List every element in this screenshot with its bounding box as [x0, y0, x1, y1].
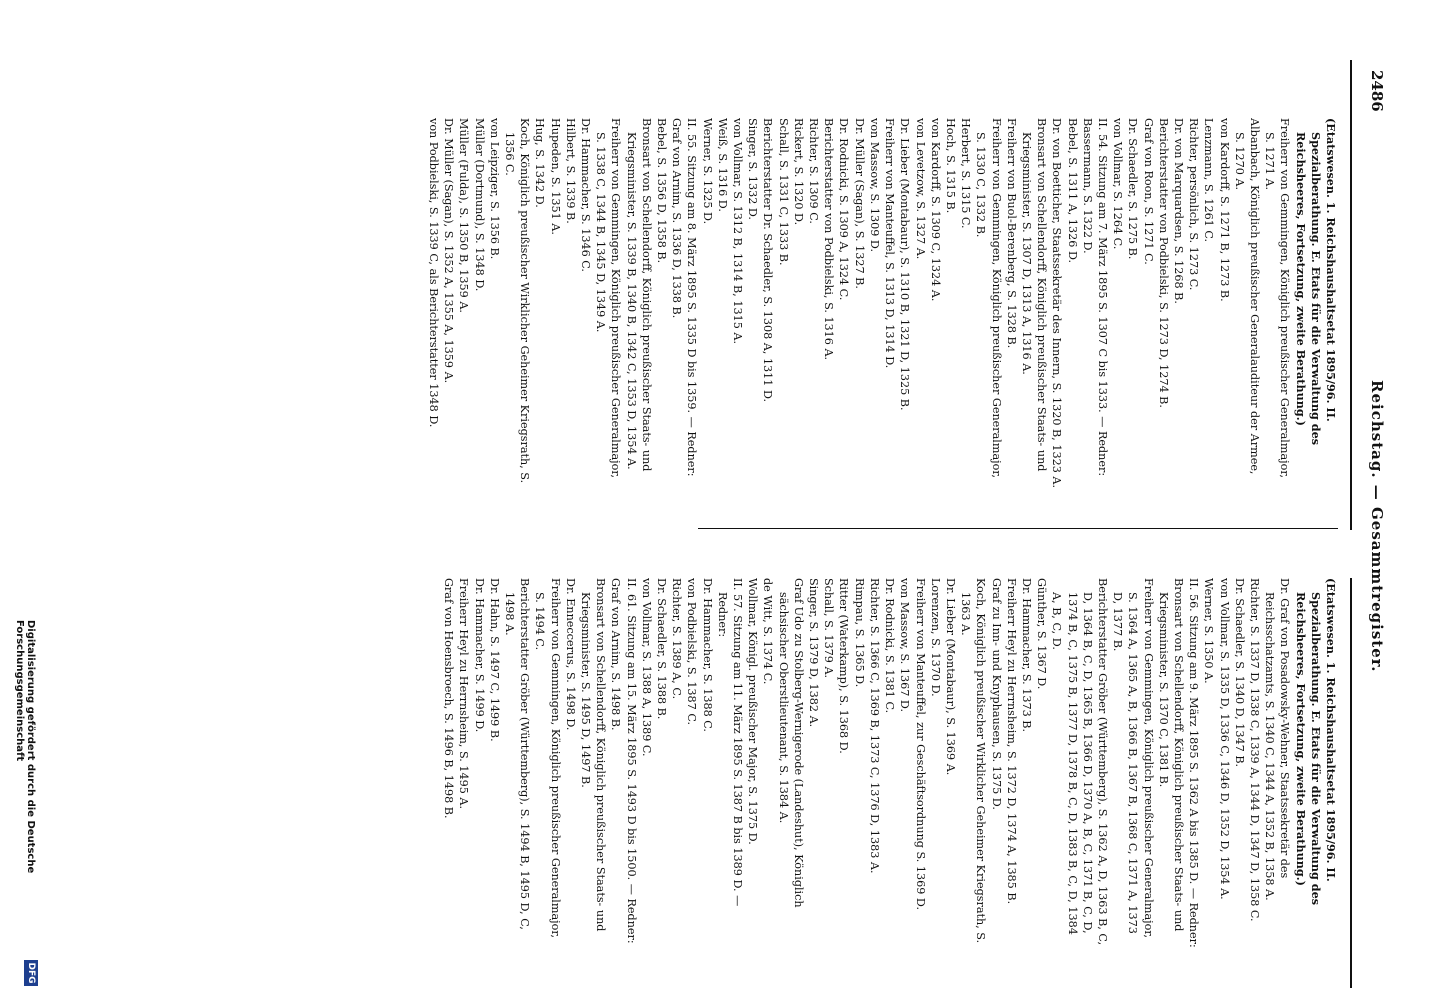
- index-entry: Lenzmann, S. 1261 C.: [1202, 118, 1216, 243]
- digitization-credit: [14, 0, 44, 1000]
- index-entry: Graf von Arnim, S. 1498 B.: [609, 578, 623, 731]
- index-entry: Freiherr von Manteuffel, zur Geschäftsordnung S. 1369 D.: [913, 578, 927, 911]
- index-entry: Richter, S. 1389 A, C.: [670, 578, 684, 700]
- page-number: 2486: [1368, 70, 1386, 112]
- index-entry: Dr. Graf von Posadowsky-Wehner, Staatssekretär des Reichsschatzamts, S. 1340 C, 1344 A, 1352 B, 1358 A.: [1263, 578, 1292, 901]
- index-entry: Hupeden, S. 1351 A.: [548, 118, 562, 235]
- index-entry: von Vollmar, S. 1388 A, 1389 C.: [639, 578, 653, 757]
- index-entry: Dr. Hammacher, S. 1499 D.: [472, 578, 486, 733]
- index-entry: Graf Udo zu Stolberg-Wernigerode (Landeshut), Königlich sächsischer Oberstlieutenant, S. 1384 A.: [776, 578, 805, 908]
- index-entry: Dr. Müller (Sagan), S. 1352 A, 1355 A, 1359 A.: [442, 118, 456, 384]
- index-entry: Richter, persönlich, S. 1273 C.: [1187, 118, 1201, 291]
- index-entry: Rickert, S. 1320 D.: [791, 118, 805, 226]
- index-entry: Dr. Schaedler, S. 1340 D, 1347 B.: [1232, 578, 1246, 768]
- index-entry: Dr. Hahn, S. 1497 C, 1499 B.: [487, 578, 501, 742]
- index-entry: Werner, S. 1350 A.: [1202, 578, 1216, 684]
- index-entry: Freiherr von Manteuffel, S. 1313 D, 1314 D.: [883, 118, 897, 369]
- index-entry: Graf von Roon, S. 1271 C.: [1141, 118, 1155, 265]
- index-entry: II. 54. Sitzung am 7. März 1895 S. 1307 C bis 1333. — Redner:: [1095, 118, 1109, 477]
- index-entry: Richter, S. 1366 C, 1369 B, 1373 C, 1376 D, 1383 A.: [867, 578, 881, 874]
- index-entry: Weiß, S. 1316 D.: [715, 118, 729, 212]
- index-entry: Freiherr von Gemmingen, Königlich preußischer Generalmajor, S. 1364 A, 1365 A, B, 1366 B, 1367 B, 1368 C, 1371 A, 1373 D, 1377 B.: [1111, 578, 1155, 939]
- index-entry: Hug, S. 1342 D.: [533, 118, 547, 208]
- index-entry: Schall, S. 1331 C, 1333 B.: [776, 118, 790, 266]
- index-entry: Dr. Hammacher, S. 1388 C.: [700, 578, 714, 732]
- section-heading: (Etatswesen. 1. Reichshaushaltsetat 1895/96. II. Spezialberathung. E. Etats für die Verwaltung des Reichsheeres, Fortsetzung, zweite Berathung.): [1293, 578, 1338, 906]
- index-entry: Freiherr von Gemmingen, Königlich preußischer Generalmajor, S. 1338 C, 1344 B, 1345 D, 1349 A.: [594, 118, 623, 479]
- index-entry: Lorenzen, S. 1370 D.: [928, 578, 942, 697]
- running-title: Reichstag. — Gesammtregister.: [1368, 380, 1386, 673]
- header-rule-left: [1350, 60, 1352, 530]
- index-entry: Berichterstatter von Podbielski, S. 1273 D, 1274 B.: [1156, 118, 1170, 408]
- index-entry: Bebel, S. 1356 D, 1358 B.: [655, 118, 669, 264]
- index-entry: Herbert, S. 1315 C.: [959, 118, 973, 229]
- column-divider: [698, 528, 1338, 529]
- left-column: [427, 118, 1338, 488]
- index-entry: von Kardorff, S. 1271 B, 1273 B.: [1217, 118, 1231, 302]
- index-entry: Hoch, S. 1315 B.: [943, 118, 957, 214]
- index-entry: Freiherr Heyl zu Herrnsheim, S. 1372 D, 1374 A, 1385 B.: [1004, 578, 1018, 905]
- index-entry: Bronsart von Schellendorff, Königlich preußischer Staats- und Kriegsminister, S. 1339 B, 1340 B, 1342 C, 1353 D, 1354 A.: [624, 118, 653, 472]
- index-entry: Freiherr Heyl zu Herrnsheim, S. 1495 A.: [457, 578, 471, 810]
- index-entry: Dr. Müller (Sagan), S. 1327 B.: [852, 118, 866, 289]
- index-entry: Bassermann, S. 1322 D.: [1080, 118, 1094, 254]
- index-entry: Berichterstatter Gröber (Württemberg), S. 1494 B, 1495 D, C, 1498 A.: [503, 578, 532, 930]
- index-entry: von Massow, S. 1309 D.: [867, 118, 881, 253]
- index-entry: Richter, S. 1309 C.: [807, 118, 821, 224]
- index-entry: Dr. Hammacher, S. 1346 C.: [579, 118, 593, 272]
- index-entry: Ritter (Waterkamp), S. 1368 D.: [837, 578, 851, 754]
- index-entry: Graf zu Inn- und Knyphausen, S. 1375 D.: [989, 578, 1003, 810]
- index-entry: de Witt, S. 1374 C.: [761, 578, 775, 685]
- index-entry: Hilbert, S. 1339 B.: [563, 118, 577, 224]
- right-column: [442, 578, 1338, 948]
- index-entry: Freiherr von Gemmingen, Königlich preußischer Generalmajor, S. 1271 A.: [1263, 118, 1292, 479]
- index-entry: II. 56. Sitzung am 9. März 1895 S. 1362 A bis 1385 D. — Redner:: [1187, 578, 1201, 948]
- index-entry: Koch, Königlich preußischer Wirklicher Geheimer Kriegsrath, S. 1356 C.: [503, 118, 532, 484]
- index-entry: von Vollmar, S. 1335 D, 1336 C, 1346 D, 1352 D, 1354 A.: [1217, 578, 1231, 900]
- index-entry: Schall, S. 1379 A.: [822, 578, 836, 679]
- dfg-logo: DFG: [24, 960, 38, 986]
- index-entry: Freiherr von Gemmingen, Königlich preußischer Generalmajor, S. 1330 C, 1332 B.: [974, 118, 1003, 479]
- index-entry: Richter, S. 1337 D, 1338 C, 1339 A, 1344 D, 1347 D, 1358 C.: [1247, 578, 1261, 922]
- index-entry: von Levetzow, S. 1327 A.: [913, 118, 927, 260]
- credit-text: Digitalisierung gefördert durch die Deutsche Forschungsgemeinschaft: [14, 620, 36, 874]
- index-entry: Singer, S. 1379 D, 1382 A.: [807, 578, 821, 728]
- index-entry: Dr. Rodnicki, S. 1381 C.: [883, 578, 897, 714]
- index-entry: von Massow, S. 1367 D.: [898, 578, 912, 713]
- index-entry: Singer, S. 1332 D.: [746, 118, 760, 220]
- index-entry: Bronsart von Schellendorff, Königlich preußischer Staats- und Kriegsminister, S. 1307 D, 1313 A, 1316 A.: [1019, 118, 1049, 472]
- index-entry: Müller (Dortmund), S. 1348 D.: [472, 118, 486, 292]
- header-rule-right: [1350, 578, 1352, 988]
- index-entry: Müller (Fulda), S. 1350 B, 1359 A.: [457, 118, 471, 313]
- index-entry: Wollmar, Königl. preußischer Major, S. 1375 D.: [746, 578, 760, 845]
- index-entry: Dr. von Boetticher, Staatssekretär des Innern, S. 1320 B, 1323 A.: [1050, 118, 1064, 488]
- index-entry: Dr. Schaedler, S. 1275 B.: [1126, 118, 1140, 260]
- index-entry: Dr. Lieber (Montabaur), S. 1310 B, 1321 D, 1325 B.: [898, 118, 912, 411]
- index-entry: von Kardorff, S. 1309 C, 1324 A.: [928, 118, 942, 302]
- index-entry: II. 57. Sitzung am 11. März 1895 S. 1387 B bis 1389 D. — Redner:: [715, 578, 745, 907]
- page-header: [1356, 0, 1386, 1000]
- index-entry: II. 55. Sitzung am 8. März 1895 S. 1335 D bis 1359. — Redner:: [685, 118, 699, 477]
- index-entry: von Vollmar, S. 1264 C.: [1111, 118, 1125, 250]
- index-entry: Albanbach, Königlich preußischer Generalauditeur der Armee, S. 1270 A.: [1232, 118, 1261, 475]
- index-entry: Freiherr von Buol-Berenberg, S. 1328 B.: [1004, 118, 1018, 349]
- index-entry: von Leipziger, S. 1356 B.: [487, 118, 501, 260]
- index-entry: Freiherr von Gemmingen, Königlich preußischer Generalmajor, S. 1494 C.: [533, 578, 562, 939]
- index-entry: Dr. Lieber (Montabaur), S. 1369 A.: [943, 578, 957, 776]
- section-heading: (Etatswesen. 1. Reichshaushaltsetat 1895/96. II. Spezialberathung. E. Etats für die Verwaltung des Reichsheeres, Fortsetzung, zweite Berathung.): [1293, 118, 1338, 446]
- index-entry: von Podbielski, S. 1387 C.: [685, 578, 699, 726]
- index-entry: Berichterstatter Dr. Schaedler, S. 1308 A, 1311 D.: [761, 118, 775, 403]
- index-entry: Dr. von Marquardsen, S. 1268 B.: [1171, 118, 1185, 304]
- index-entry: Dr. Schaedler, S. 1388 B.: [655, 578, 669, 720]
- index-entry: Werner, S. 1325 D.: [700, 118, 714, 225]
- index-entry: Graf von Arnim, S. 1336 D, 1338 B.: [670, 118, 684, 319]
- index-entry: Bebel, S. 1311 A, 1326 D.: [1065, 118, 1079, 264]
- index-entry: Graf von Hoensbroech, S. 1496 B, 1498 B.: [442, 578, 456, 819]
- index-entry: Dr. Hammacher, S. 1373 B.: [1019, 578, 1033, 733]
- index-entry: II. 61. Sitzung am 15. März 1895 S. 1493 D bis 1500. — Redner:: [624, 578, 638, 944]
- index-entry: Berichterstatter von Podbielski, S. 1316 A.: [822, 118, 836, 361]
- index-entry: Bronsart von Schellendorff, Königlich preußischer Staats- und Kriegsminister, S. 1495 D, 1497 B.: [579, 578, 608, 932]
- index-entry: Berichterstatter Gröber (Württemberg), S. 1362 A, D, 1363 B, C, D, 1364 B, C, D, 1365 B, 1366 D, 1370 A, B, C, 1371 B, C, D, 1374 B, C, 1375 B, 1377 D, 1378 B, C, D, 1383 B, C, D, 1384 A, B, C, D.: [1050, 578, 1109, 946]
- index-entry: Koch, Königlich preußischer Wirklicher Geheimer Kriegsrath, S. 1363 A.: [959, 578, 988, 944]
- index-entry: Rimpau, S. 1365 D.: [852, 578, 866, 688]
- index-entry: Bronsart von Schellendorff, Königlich preußischer Staats- und Kriegsminister, S. 1370 C, 1381 B.: [1156, 578, 1185, 932]
- index-entry: Günther, S. 1367 D.: [1035, 578, 1049, 690]
- index-entry: Dr. Rodnicki, S. 1309 A, 1324 C.: [837, 118, 851, 301]
- index-entry: von Podbielski, S. 1339 C, als Berichterstatter 1348 D.: [427, 118, 441, 428]
- index-entry: Dr. Enneccerus, S. 1498 D.: [563, 578, 577, 731]
- index-entry: von Vollmar, S. 1312 B, 1314 B, 1315 A.: [731, 118, 745, 345]
